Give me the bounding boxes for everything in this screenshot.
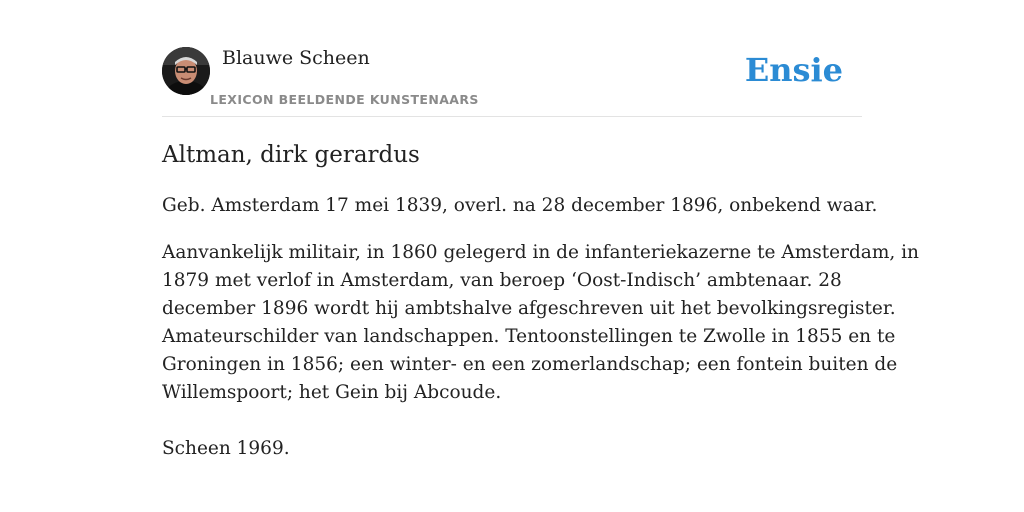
user-avatar-icon (162, 47, 210, 95)
header (162, 46, 862, 117)
author-name[interactable]: Blauwe Scheen (222, 47, 370, 69)
biography-line: Aanvankelijk militair, in 1860 gelegerd in de infanteriekazerne te Amsterdam, in (162, 242, 919, 263)
source-reference: Scheen 1969. (162, 438, 290, 459)
biography-line: Groningen in 1856; een winter- en een zomerlandschap; een fontein buiten de (162, 354, 898, 375)
page-title: Altman, dirk gerardus (162, 142, 420, 168)
birth-death-paragraph: Geb. Amsterdam 17 mei 1839, overl. na 28 december 1896, onbekend waar. (162, 195, 878, 216)
biography-line: Amateurschilder van landschappen. Tentoonstellingen te Zwolle in 1855 en te (162, 326, 896, 347)
biography-paragraph (162, 239, 919, 407)
avatar[interactable] (162, 47, 210, 95)
biography-line: 1879 met verlof in Amsterdam, van beroep ‘Oost-Indisch’ ambtenaar. 28 (162, 270, 842, 291)
brand-logo[interactable]: Ensie (744, 51, 843, 89)
category-label[interactable]: LEXICON BEELDENDE KUNSTENAARS (210, 92, 479, 107)
biography-line: december 1896 wordt hij ambtshalve afgeschreven uit het bevolkingsregister. (162, 298, 896, 319)
biography-line: Willemspoort; het Gein bij Abcoude. (162, 382, 502, 403)
